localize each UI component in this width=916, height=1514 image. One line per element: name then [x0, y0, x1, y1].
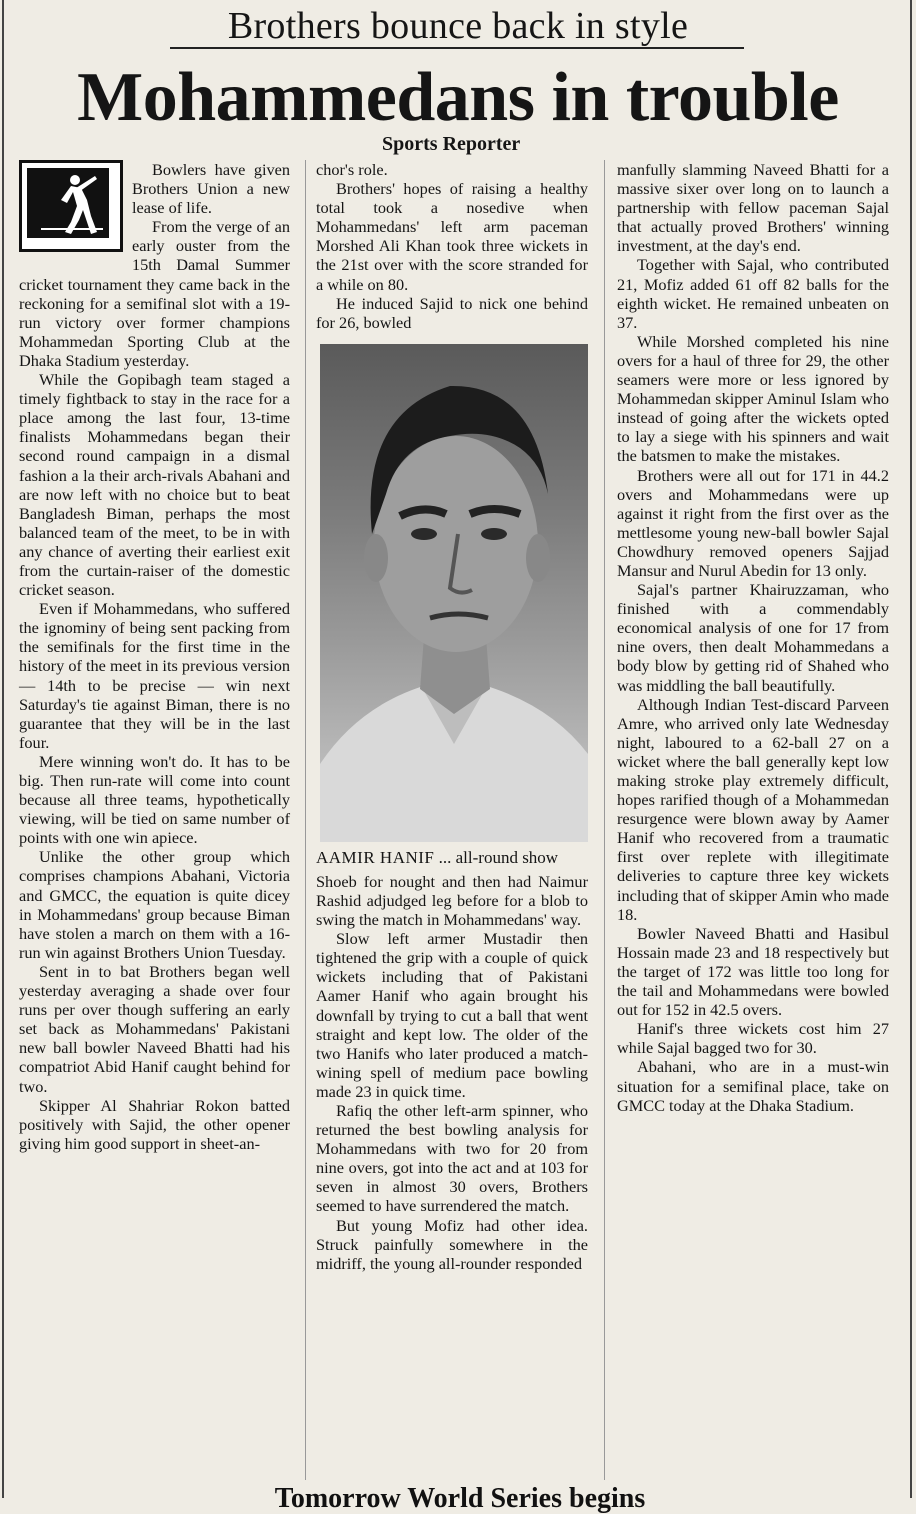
byline: Sports Reporter — [382, 133, 521, 155]
paragraph: chor's role. — [316, 160, 388, 179]
paragraph: Skipper Al Shahriar Rokon batted positively with Sajid, the other opener giving him good support in sheet-an- — [19, 1095, 290, 1153]
paragraph: Brothers' hopes of raising a healthy total took a nosedive when Mohammedans' left arm paceman Morshed Ali Khan took three wickets in the 21st over with the score stranded for a while on 80. — [316, 179, 588, 294]
column-rule — [305, 160, 306, 1480]
paragraph: Even if Mohammedans, who suffered the ignominy of being sent packing from the semifinals for the first time in the history of the meet in its previous version — 14th to be precise — win next Saturday's tie against Biman, there is no guarantee that they will be in the last four. — [19, 599, 290, 752]
caption-text: ... all-round show — [434, 847, 559, 867]
paragraph: Shoeb for nought and then had Naimur Rashid adjudged leg before for a blob to swing the match in Mohammedans' way. — [316, 871, 588, 930]
paragraph: Brothers were all out for 171 in 44.2 overs and Mohammedans were up against it right from the first over as the mettlesome young new-ball bowler Sajal Chowdhury removed openers Sajjad Mansur and Nurul Abedin for 13 only. — [617, 465, 889, 580]
next-article-headline-fragment: Tomorrow World Series begins — [274, 1483, 646, 1514]
paragraph: Bowlers have given Brothers Union a new lease of life. — [132, 160, 290, 218]
paragraph: Sent in to bat Brothers began well yesterday averaging a shade over four runs per over though suffering an early set back as Mohammedans' Pakistani new ball bowler Naveed Bhatti had his compatriot Abid Hanif caught behind for two. — [19, 961, 290, 1096]
article-column-1 — [19, 160, 290, 1153]
paragraph: From the verge of an early ouster from the 15th Damal Summer cricket tournament they came back in the reckoning for a semifinal slot with a 19-run victory over former champions Mohammedan Sporting Club at the Dhaka Stadium yesterday. — [19, 217, 290, 370]
paragraph: Unlike the other group which comprises champions Abahani, Victoria and GMCC, the equation is quite dicey in Mohammedans' group because Biman have stolen a march on them with a 16-run win against Brothers Union Tuesday. — [19, 847, 290, 962]
player-photo — [320, 344, 588, 842]
article-column-3 — [617, 160, 889, 1115]
paragraph: While Morshed completed his nine overs for a haul of three for 29, the other seamers were more or less ignored by Mohammedan skipper Aminul Islam who instead of going after the wickets opted to lay a siege with his spinners and wait the batsmen to make the mistakes. — [617, 331, 889, 466]
paragraph: manfully slamming Naveed Bhatti for a massive sixer over long on to launch a partnership with fellow paceman Sajal that actually proved Brothers' winning investment, at the day's end. — [617, 160, 889, 256]
paragraph: While the Gopibagh team staged a timely fightback to stay in the race for a place among the last four, 13-time finalists Mohammedans began their second round campaign in a dismal fashion a la their arch-rivals Abahani and are now left with no choice but to beat Bangladesh Biman, perhaps the most balanced team of the meet, to be in with any chance of averting their earliest exit from the curtain-raiser of the domestic cricket season. — [19, 370, 290, 600]
paragraph: Abahani, who are in a must-win situation for a semifinal place, take on GMCC today at the Dhaka Stadium. — [617, 1057, 889, 1115]
paragraph: Bowler Naveed Bhatti and Hasibul Hossain made 23 and 18 respectively but the target of 172 was little too long for the tail and Mohammedans were bowled out for 152 in 42.5 overs. — [617, 923, 889, 1020]
kicker-underline — [170, 47, 744, 49]
paragraph: Sajal's partner Khairuzzaman, who finished with a commendably economical analysis of one for 17 from nine overs, then dealt Mohammedans a body blow by getting rid of Shahed who was middling the ball beautifully. — [617, 580, 889, 695]
paragraph: Rafiq the other left-arm spinner, who returned the best bowling analysis for Mohammedans with two for 20 from nine overs, got into the act and at 103 for seven in almost 30 overs, Brothers seemed to have surrendered the match. — [316, 1100, 588, 1216]
paragraph: Mere winning won't do. It has to be big. Then run-rate will come into count because all three teams, hypothetically viewing, will be tied on same number of points with one win apiece. — [19, 751, 290, 848]
right-border — [910, 0, 912, 1498]
column-rule — [604, 160, 605, 1480]
paragraph: Hanif's three wickets cost him 27 while Sajal bagged two for 30. — [617, 1019, 889, 1058]
left-border — [2, 0, 4, 1498]
paragraph: Although Indian Test-discard Parveen Amre, who arrived only late Wednesday night, laboured to a 62-ball 27 on a wicket where the ball generally kept low making stroke play extremely difficult, hopes rarified though of a Mohammedan resurgence were blown away by Aamer Hanif who recovered from a traumatic first over replete with illegitimate deliveries to capture three key wickets including that of skipper Amin who made 18. — [617, 694, 889, 924]
caption-name: AAMIR HANIF — [316, 847, 435, 867]
article-column-2 — [316, 160, 588, 1273]
paragraph: He induced Sajid to nick one behind for 26, bowled — [316, 293, 588, 332]
paragraph: But young Mofiz had other idea. Struck painfully somewhere in the midriff, the young all-rounder responded — [316, 1215, 588, 1273]
photo-caption — [316, 848, 588, 868]
kicker-headline: Brothers bounce back in style — [227, 5, 689, 47]
main-headline: Mohammedans in trouble — [77, 59, 839, 136]
paragraph: Slow left armer Mustadir then tightened the grip with a couple of quick wickets including that of Pakistani Aamer Hanif who again brought his downfall by trying to cut a ball that went straight and kept low. The older of the two Hanifs who later produced a match-wining spell of medium pace bowling made 23 in quick time. — [316, 929, 588, 1101]
cricket-batsman-icon — [19, 160, 126, 252]
column-1-paragraphs — [19, 160, 290, 1153]
paragraph: Together with Sajal, who contributed 21, Mofiz added 61 off 82 balls for the eighth wicket. He remained unbeaten on 37. — [617, 255, 889, 332]
